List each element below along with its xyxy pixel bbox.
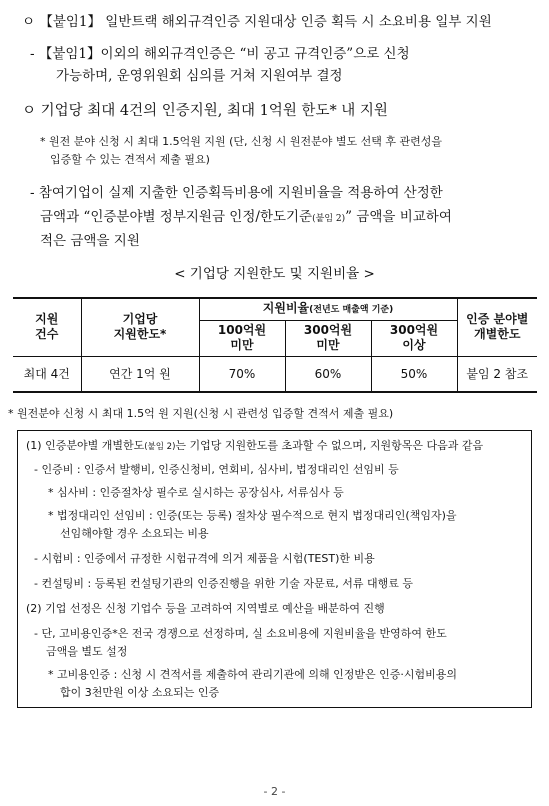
table-caption: < 기업당 지원한도 및 지원비율 > <box>174 266 375 282</box>
line-cost-compare-pre: 금액과 “인증분야별 정부지원금 인정/한도기준 <box>40 209 313 225</box>
box-high-cost: - 단, 고비용인증*은 전국 경쟁으로 선정하며, 실 소요비용에 지원비율을 반영하여 한도 <box>34 627 447 640</box>
cell-ratio-1: 70% <box>199 356 285 392</box>
page-number: - 2 - <box>263 785 286 798</box>
box-agent-fee: * 법정대리인 선임비 : 인증(또는 등록) 절차상 필수적으로 현지 법정대리인(책임자)을 <box>48 509 457 522</box>
cell-count: 최대 4건 <box>13 356 81 392</box>
line-cost-calc: - 참여기업이 실제 지출한 인증획득비용에 지원비율을 적용하여 산정한 <box>30 185 443 201</box>
line-annex1-support: ㅇ 【붙임1】 일반트랙 해외규격인증 지원대상 인증 획득 시 소요비용 일부 지원 <box>22 14 492 30</box>
cell-ratio-3: 50% <box>371 356 457 392</box>
th-ratio-note: (전년도 매출액 기준) <box>309 304 394 315</box>
box-high-cost-cont: 금액을 별도 설정 <box>46 645 128 658</box>
box-high-cost-note: * 고비용인증 : 신청 시 견적서를 제출하여 관리기관에 의해 인정받은 인증·시험비용의 <box>48 668 457 681</box>
th-limit: 기업당 지원한도* <box>81 298 199 356</box>
line-nonannounced-cert: - 【붙임1】이외의 해외규격인증은 “비 공고 규격인증”으로 신청 <box>30 46 410 62</box>
table-footnote: * 원전분야 신청 시 최대 1.5억 원 지원(신청 시 관련성 입증할 견적서 제출 필요) <box>8 407 394 420</box>
note-nuclear-max-cont: 입증할 수 있는 견적서 제출 필요) <box>50 153 210 166</box>
annex2-ref: (붙임 2) <box>312 214 346 224</box>
box-cert-fee: - 인증비 : 인증서 발행비, 인증신청비, 연회비, 심사비, 법정대리인 선임비 등 <box>34 463 399 476</box>
line-lesser-amount: 적은 금액을 지원 <box>40 233 140 249</box>
cell-limit: 연간 1억 원 <box>81 356 199 392</box>
box-agent-fee-cont: 선임해야할 경우 소요되는 비용 <box>60 527 209 540</box>
box-high-cost-note-cont: 합이 3천만원 이상 소요되는 인증 <box>60 686 220 699</box>
box-test-fee: - 시험비 : 인증에서 규정한 시험규격에 의거 제품을 시험(TEST)한 비용 <box>34 552 375 565</box>
box-line-2: (2) 기업 선정은 신청 기업수 등을 고려하여 지역별로 예산을 배분하여 진행 <box>26 602 385 615</box>
line-cost-compare-post: ” 금액을 비교하여 <box>345 209 452 225</box>
box-annex2-ref: (붙임 2) <box>144 442 176 452</box>
th-sales-under-300: 300억원 미만 <box>285 320 371 356</box>
box-line-1-pre: (1) 인증분야별 개별한도 <box>26 439 145 452</box>
note-nuclear-max: * 원전 분야 신청 시 최대 1.5억원 지원 (단, 신청 시 원전분야 별도 선택 후 관련성을 <box>40 135 443 148</box>
cell-cert: 붙임 2 참조 <box>457 356 537 392</box>
table-row <box>13 356 537 392</box>
line-cost-compare <box>40 205 452 225</box>
th-count: 지원 건수 <box>13 298 81 356</box>
box-line-1 <box>26 437 483 453</box>
box-line-1-post: 는 기업당 지원한도를 초과할 수 없으며, 지원항목은 다음과 같음 <box>175 439 484 452</box>
support-table <box>13 297 537 393</box>
line-committee-review: 가능하며, 운영위원회 심의를 거쳐 지원여부 결정 <box>56 68 343 84</box>
th-cert-limit: 인증 분야별 개별한도 <box>457 298 537 356</box>
th-sales-over-300: 300억원 이상 <box>371 320 457 356</box>
th-ratio-label: 지원비율 <box>262 300 310 315</box>
box-consulting-fee: - 컨설팅비 : 등록된 컨설팅기관의 인증진행을 위한 기술 자문료, 서류 대행료 등 <box>34 577 414 590</box>
cell-ratio-2: 60% <box>285 356 371 392</box>
th-ratio <box>199 298 457 320</box>
box-audit-fee: * 심사비 : 인증절차상 필수로 실시하는 공장심사, 서류심사 등 <box>48 486 344 499</box>
line-max-four-certs: ㅇ 기업당 최대 4건의 인증지원, 최대 1억원 한도* 내 지원 <box>22 103 388 119</box>
th-sales-under-100: 100억원 미만 <box>199 320 285 356</box>
